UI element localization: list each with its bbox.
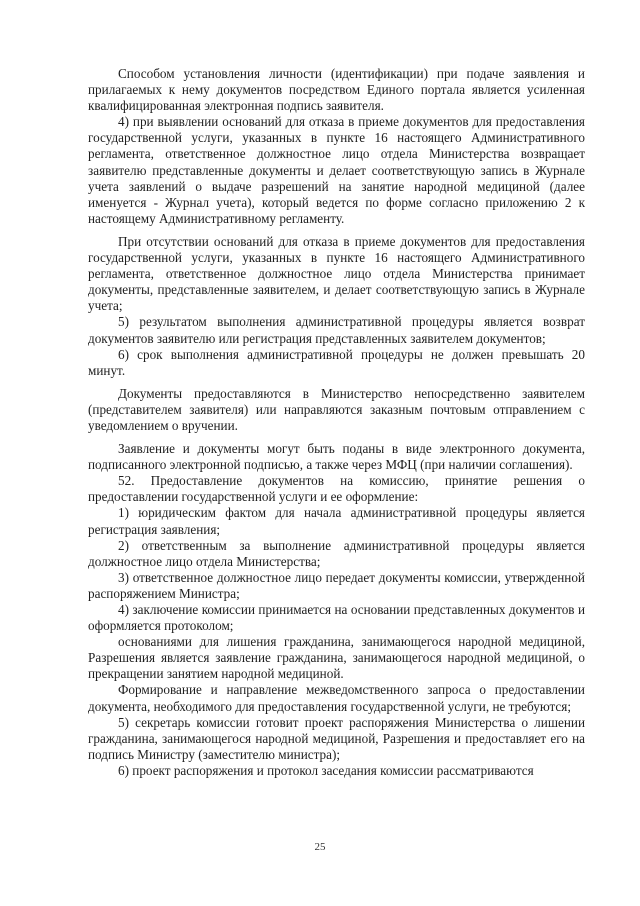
paragraph-identification: Способом установления личности (идентификации) при подаче заявления и прилагаемых к нему документов посредством Единого портала является усиленная квалифицированная электронная подпись заявителя. xyxy=(88,66,585,114)
paragraph-52-6: 6) проект распоряжения и протокол заседания комиссии рассматриваются xyxy=(118,762,534,778)
paragraph-electronic: Заявление и документы могут быть поданы в виде электронного документа, подписанного электронной подписью, а также через МФЦ (при наличии соглашения). xyxy=(88,441,585,473)
paragraph-52-3: 3) ответственное должностное лицо передает документы комиссии, утвержденной распоряжением Министра; xyxy=(88,569,585,601)
paragraph-refusal-grounds: 4) при выявлении оснований для отказа в приеме документов для предоставления государственной услуги, указанных в пункте 16 настоящего Административного регламента, ответственное должностное лицо отдела Министерства возвращает заявителю представленные документы и делает соответствующую запись в Журнале учета заявлений о выдаче разрешений на занятие народной медициной (далее именуется - Журнал учета), который ведется по форме согласно приложению 2 к настоящему Административному регламенту. xyxy=(88,114,585,226)
paragraph-no-refusal: При отсутствии оснований для отказа в приеме документов для предоставления государственной услуги, указанных в пункте 16 настоящего Административного регламента, ответственное должностное лицо отдела Министерства принимает документы, представленные заявителем, и делает соответствующую запись в Журнале учета; xyxy=(88,233,585,314)
document-body xyxy=(88,66,585,779)
paragraph-interagency-request: Формирование и направление межведомственного запроса о предоставлении документа, необходимого для предоставления государственной услуги, не требуются; xyxy=(88,682,585,714)
paragraph-52-4: 4) заключение комиссии принимается на основании представленных документов и оформляется протоколом; xyxy=(88,602,585,634)
paragraph-52-5: 5) секретарь комиссии готовит проект распоряжения Министерства о лишении гражданина, занимающегося народной медициной, Разрешения и предоставляет его на подпись Министру (заместителю министра); xyxy=(88,714,585,762)
paragraph-item-52: 52. Предоставление документов на комиссию, принятие решения о предоставлении государственной услуги и ее оформление: xyxy=(88,473,585,505)
paragraph-deprivation-grounds: основаниями для лишения гражданина, занимающегося народной медициной, Разрешения является заявление гражданина, занимающегося народной медициной, о прекращении занятием народной медициной. xyxy=(88,634,585,682)
paragraph-result: 5) результатом выполнения административной процедуры является возврат документов заявителю или регистрация представленных заявителем документов; xyxy=(88,314,585,346)
page-number: 25 xyxy=(314,841,326,853)
paragraph-52-2: 2) ответственным за выполнение административной процедуры является должностное лицо отдела Министерства; xyxy=(88,537,585,569)
paragraph-submission: Документы предоставляются в Министерство непосредственно заявителем (представителем заявителя) или направляются заказным почтовым отправлением с уведомлением о вручении. xyxy=(88,385,585,433)
paragraph-time-limit: 6) срок выполнения административной процедуры не должен превышать 20 минут. xyxy=(88,346,585,378)
paragraph-52-1: 1) юридическим фактом для начала административной процедуры является регистрация заявления; xyxy=(88,505,585,537)
